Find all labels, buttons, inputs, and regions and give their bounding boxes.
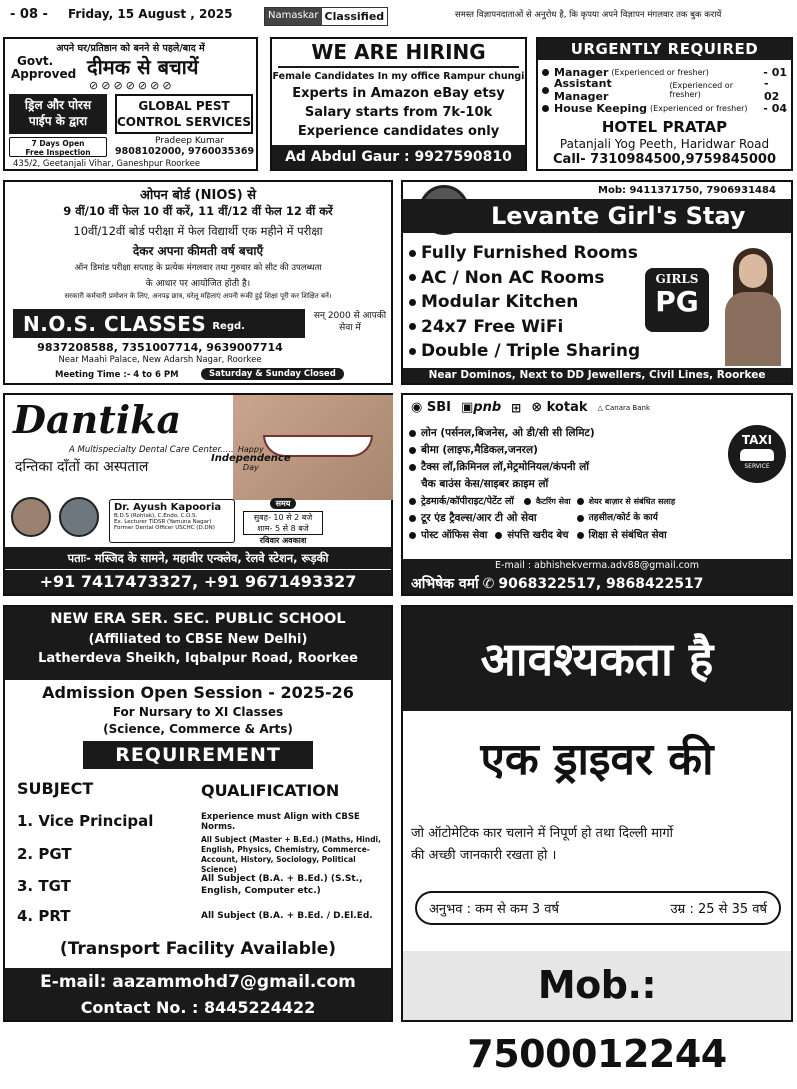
school-affiliation: (Affiliated to CBSE New Delhi) bbox=[88, 632, 308, 647]
timing-label: समय bbox=[270, 498, 297, 509]
hiring-contact: Ad Abdul Gaur : 9927590810 bbox=[272, 145, 525, 169]
timing-box bbox=[243, 491, 323, 546]
col-subject: SUBJECT bbox=[17, 779, 94, 798]
qualification-text: All Subject (B.A. + B.Ed. / D.El.Ed. bbox=[201, 911, 373, 921]
nios-regd: Regd. bbox=[212, 321, 245, 332]
sbi-logo: ◉ SBI bbox=[411, 400, 451, 415]
company-line2: CONTROL SERVICES bbox=[117, 115, 251, 129]
hiring-line2: Experts in Amazon eBay etsy bbox=[292, 86, 505, 101]
vacancy-role: Assistant Manager bbox=[554, 77, 612, 103]
vacancy-row bbox=[542, 77, 787, 103]
school-email: E-mail: aazammohd7@gmail.com bbox=[5, 968, 391, 996]
ad-nios bbox=[3, 180, 393, 385]
dental-hindi: दन्तिका दाँतों का अस्पताल bbox=[15, 459, 149, 475]
ad-pest-control bbox=[3, 37, 258, 171]
canara-logo: △ Canara Bank bbox=[597, 403, 651, 412]
approved-line: Approved bbox=[11, 67, 77, 81]
badge-girls: GIRLS bbox=[655, 272, 699, 286]
vacancy-role: Manager bbox=[554, 65, 609, 79]
hiring-divider bbox=[278, 66, 519, 68]
qualification-note: Experience must Align with CBSE Norms. bbox=[201, 812, 360, 832]
badge-pg: PG bbox=[655, 285, 699, 318]
publication-logo bbox=[264, 7, 388, 26]
patient-photo-1 bbox=[11, 497, 51, 537]
hiring-line1: Female Candidates In my office Rampur chungi bbox=[272, 71, 525, 82]
taxi-service: SERVICE bbox=[744, 463, 770, 470]
hotel-call: Call- 7310984500,9759845000 bbox=[553, 152, 776, 167]
pg-model-photo bbox=[719, 248, 785, 366]
dental-address: पताः- मस्जिद के सामने, महावीर एन्क्लेव, रेलवे स्टेशन, रूड़की bbox=[5, 547, 391, 569]
ad-school bbox=[3, 605, 393, 1022]
ad-hiring bbox=[270, 37, 527, 171]
services-contact bbox=[403, 573, 791, 594]
nios-closed: Saturday & Sunday Closed bbox=[201, 368, 344, 380]
post-row: 3. TGT bbox=[17, 877, 71, 895]
no-bug-icon: ⊘ bbox=[162, 79, 175, 92]
service-item: टैक्स लॉ,क्रिमिनल लॉ,मेट्रमोनियल/कंपनी लॉ bbox=[409, 459, 789, 476]
service-item: कैटरिंग सेवा bbox=[524, 493, 571, 510]
since-line1: सन् 2000 से आपकी bbox=[313, 311, 387, 321]
feature-item: AC / Non AC Rooms bbox=[409, 266, 640, 291]
vacancy-count: - 01 bbox=[763, 65, 787, 79]
service-item: शिक्षा से संबंधित सेवा bbox=[577, 527, 667, 544]
driver-mobile: Mob.: 7500012244 bbox=[403, 951, 791, 1020]
criteria-experience: अनुभव : कम से कम 3 वर्ष bbox=[429, 902, 560, 917]
pg-title: Levante Girl's Stay bbox=[403, 199, 791, 233]
feature-item: Fully Furnished Rooms bbox=[409, 241, 640, 266]
feature-item: Modular Kitchen bbox=[409, 290, 640, 315]
hotel-vacancies bbox=[542, 63, 787, 117]
no-mosquito-icon: ⊘ bbox=[125, 79, 138, 92]
nios-address: Near Maahi Palace, New Adarsh Nagar, Roorkee bbox=[58, 355, 262, 365]
nios-since bbox=[311, 310, 389, 334]
desc-line2: की अच्छी जानकारी रखता हो । bbox=[411, 848, 557, 863]
hotel-title: URGENTLY REQUIRED bbox=[538, 39, 791, 60]
whatsapp-icon: ✆ bbox=[482, 575, 495, 592]
nios-timing: Meeting Time :- 4 to 6 PM bbox=[55, 370, 179, 380]
service-item: शेयर बाज़ार से संबंधित सलाह bbox=[577, 493, 676, 510]
canara-name: Canara Bank bbox=[605, 403, 651, 412]
timing-evening: शाम- 5 से 8 बजे bbox=[257, 524, 309, 533]
service-row bbox=[409, 510, 789, 527]
taxi-label: TAXI bbox=[741, 433, 773, 447]
timing-holiday: रविवार अवकाश bbox=[259, 536, 307, 545]
kotak-logo: ⊗ kotak bbox=[531, 400, 588, 415]
hotel-name: HOTEL PRATAP bbox=[601, 118, 728, 136]
service-item: लोन (पर्सनल,बिजनेस, ओ डी/सी सी लिमिट) bbox=[409, 425, 789, 442]
ad-hotel bbox=[536, 37, 793, 171]
doctor-box bbox=[109, 499, 235, 543]
vacancy-note: (Experienced or fresher) bbox=[669, 81, 733, 99]
nios-brand: N.O.S. CLASSES bbox=[23, 311, 207, 336]
doctor-creds3: Former Dental Officer USCHC (D.DN) bbox=[114, 525, 215, 531]
vacancy-count: - 02 bbox=[764, 77, 780, 103]
inspection-badge bbox=[9, 137, 107, 157]
service-item: पोस्ट ऑफिस सेवा bbox=[409, 527, 487, 544]
nios-phones: 9837208588, 7351007714, 9639007714 bbox=[37, 341, 283, 354]
nios-line3: 10वीं/12वीं बोर्ड परीक्षा में फेल विद्यार्थी एक महीने में परीक्षा bbox=[73, 224, 323, 238]
school-streams: (Science, Commerce & Arts) bbox=[103, 722, 293, 736]
requirement-banner: REQUIREMENT bbox=[83, 741, 313, 769]
model-face bbox=[739, 254, 767, 288]
pest-person: Pradeep Kumar bbox=[155, 136, 224, 146]
no-rat-icon: ⊘ bbox=[137, 79, 151, 92]
school-name: NEW ERA SER. SEC. PUBLIC SCHOOL bbox=[50, 611, 346, 627]
pnb-logo: ▣pnb bbox=[460, 400, 502, 415]
car-shape bbox=[740, 449, 774, 461]
nios-line2: 9 वीं/10 वीं फेल 10 वीं करें, 11 वीं/12 वीं फेल 12 वीं करें bbox=[63, 204, 333, 218]
criteria-age: उम्र : 25 से 35 वर्ष bbox=[670, 902, 767, 917]
greeting-independence: Independence bbox=[211, 453, 291, 464]
timing-morning: सुबह- 10 से 2 बजे bbox=[253, 513, 313, 522]
bank-logos bbox=[411, 400, 650, 415]
hiring-line4: Experience candidates only bbox=[297, 124, 500, 139]
service-item: बीमा (लाइफ,मैडिकल,जनरल) bbox=[409, 442, 789, 459]
ad-girls-pg bbox=[401, 180, 793, 385]
advocate-name: अभिषेक वर्मा bbox=[411, 576, 479, 592]
qualification-text: All Subject (Master + B.Ed.) (Maths, Hindi, English, Physics, Chemistry, Commerce-Account, History, Sociology, Political Science) bbox=[201, 835, 381, 874]
services-email: E-mail : abhishekverma.adv88@gmail.com bbox=[403, 559, 791, 573]
greeting-happy: Happy bbox=[237, 445, 264, 454]
advocate-phones: 9068322517, 9868422517 bbox=[498, 575, 704, 592]
dental-logo: Dantika bbox=[13, 397, 182, 442]
service-row bbox=[409, 493, 789, 510]
model-body bbox=[725, 292, 781, 366]
school-contact: Contact No. : 8445224422 bbox=[5, 996, 391, 1020]
page-header bbox=[0, 0, 797, 32]
independence-greeting bbox=[211, 445, 291, 472]
nios-brand-bar bbox=[13, 309, 305, 338]
col-qualification: QUALIFICATION bbox=[201, 781, 340, 800]
pest-headline: दीमक से बचायें bbox=[87, 55, 199, 79]
pg-features bbox=[409, 241, 640, 364]
booking-notice: समस्त विज्ञापनदाताओं से अनुरोध है, कि कृपया अपने विज्ञापन मंगलवार तक बुक करायें bbox=[455, 10, 722, 20]
logo-namaskar: Namaskar bbox=[265, 8, 322, 25]
ad-driver bbox=[401, 605, 793, 1076]
logo-classified: Classified bbox=[324, 10, 385, 23]
lic-logo: ⊞ bbox=[511, 400, 522, 415]
pest-phones: 9808102000, 9760035369 bbox=[115, 146, 255, 157]
taxi-icon bbox=[728, 425, 786, 483]
nios-line7: सरकारी कर्मचारी प्रमोशन के लिए, अनपढ़ छात्र, घरेलू महिलाएं अपनी रूकी हुई शिक्षा पूरी कर शिक्षित बनें। bbox=[64, 292, 332, 300]
driver-subtitle: एक ड्राइवर की bbox=[480, 734, 714, 785]
service-item: टूर एंड ट्रैवल्स/आर टी ओ सेवा bbox=[409, 510, 537, 527]
since-line2: सेवा में bbox=[339, 323, 361, 333]
school-classes: For Nursary to XI Classes bbox=[112, 705, 284, 719]
drill-box bbox=[9, 94, 107, 134]
service-item: ट्रेडमार्क/कॉपीराइट/पेटेंट लॉ bbox=[409, 493, 514, 510]
timing-hours bbox=[243, 511, 323, 535]
post-row: 2. PGT bbox=[17, 845, 72, 863]
driver-desc bbox=[411, 823, 787, 867]
doctor-name: Dr. Ayush Kapooria bbox=[114, 502, 222, 513]
ad-dental bbox=[3, 393, 393, 596]
service-item: तहसील/कोर्ट के कार्य bbox=[577, 510, 658, 527]
issue-date: Friday, 15 August , 2025 bbox=[68, 7, 233, 21]
pest-address: 435/2, Geetanjali Vihar, Ganeshpur Roorkee bbox=[13, 159, 201, 169]
page-number: - 08 - bbox=[10, 7, 48, 22]
drill-line2: पाईप के द्वारा bbox=[28, 114, 88, 128]
admission-open: Admission Open Session - 2025-26 bbox=[42, 683, 354, 702]
govt-line: Govt. bbox=[17, 54, 54, 68]
vacancy-note: (Experienced or fresher) bbox=[650, 103, 748, 113]
driver-title: आवश्यकता है bbox=[403, 607, 791, 711]
sbi-name: SBI bbox=[426, 400, 451, 415]
company-line1: GLOBAL PEST bbox=[138, 99, 230, 113]
feature-item: 24x7 Free WiFi bbox=[409, 315, 640, 340]
feature-item: Double / Triple Sharing bbox=[409, 339, 640, 364]
drill-line1: ड्रिल और पोरस bbox=[24, 98, 92, 112]
pg-mobile: Mob: 9411371750, 7906931484 bbox=[598, 185, 776, 196]
nios-line6: के आधार पर आयोजित होती है। bbox=[145, 279, 251, 289]
dental-tagline: A Multispecialty Dental Care Center..... bbox=[69, 445, 234, 455]
free-inspection: Free Inspection bbox=[25, 148, 91, 157]
no-termite-icon: ⊘ bbox=[101, 79, 114, 92]
vacancy-role: House Keeping bbox=[554, 101, 648, 115]
pg-location: Near Dominos, Next to DD Jewellers, Civil Lines, Roorkee bbox=[403, 368, 791, 383]
school-header bbox=[5, 607, 391, 680]
hiring-title: WE ARE HIRING bbox=[311, 40, 486, 64]
nios-line1: ओपन बोर्ड (NIOS) से bbox=[139, 188, 257, 203]
service-row bbox=[409, 527, 789, 544]
pest-icons bbox=[89, 79, 175, 92]
ad-services bbox=[401, 393, 793, 596]
nios-line5: ऑन डिमांड परीक्षा सप्ताह के प्रत्येक मंगलवार तथा गुरुवार को सीट की उपलब्धता bbox=[74, 263, 322, 273]
doctor-creds2: Ex. Lecturer TIDSR (Yamuna Nagar) bbox=[114, 519, 212, 525]
no-ant-icon: ⊘ bbox=[113, 79, 126, 92]
vacancy-note: (Experienced or fresher) bbox=[611, 67, 709, 77]
doctor-creds1: B.D.S (Rohtak), C.Endo, C.O.S. bbox=[114, 513, 198, 519]
greeting-day: Day bbox=[242, 463, 259, 472]
days-open: 7 Days Open bbox=[31, 139, 85, 148]
qualification-text: All Subject (B.A. + B.Ed.) (S.St., English, Computer etc.) bbox=[201, 874, 363, 896]
pest-top-line: अपने घर/प्रतिष्ठान को बनने से पहले/बाद में bbox=[56, 43, 205, 54]
patient-photo-2 bbox=[59, 497, 99, 537]
transport-facility: (Transport Facility Available) bbox=[59, 939, 337, 959]
hotel-address: Patanjali Yog Peeth, Haridwar Road bbox=[559, 137, 770, 151]
nios-line4: देकर अपना कीमती वर्ष बचाएँ bbox=[132, 244, 264, 258]
driver-criteria bbox=[415, 891, 781, 925]
no-cockroach-icon: ⊘ bbox=[89, 79, 102, 92]
post-row: 1. Vice Principal bbox=[17, 812, 154, 830]
service-item: चैक बाउंस केस/साइबर क्राइम लॉ bbox=[421, 478, 549, 490]
dental-phones: +91 7417473327, +91 9671493327 bbox=[5, 570, 391, 594]
service-item: संपत्ति खरीद बेच bbox=[495, 527, 568, 544]
govt-approved bbox=[11, 55, 76, 81]
hiring-line3: Salary starts from 7k-10k bbox=[304, 105, 493, 120]
post-row: 4. PRT bbox=[17, 907, 71, 925]
kotak-name: kotak bbox=[546, 400, 588, 415]
school-address: Latherdeva Sheikh, Iqbalpur Road, Roorkee bbox=[38, 651, 358, 666]
pg-badge bbox=[645, 268, 709, 332]
pnb-name: pnb bbox=[473, 400, 502, 415]
vacancy-count: - 04 bbox=[763, 101, 787, 115]
no-lizard-icon: ⊘ bbox=[150, 79, 163, 92]
company-box bbox=[115, 94, 253, 134]
desc-line1: जो ऑटोमेटिक कार चलाने में निपूर्ण हो तथा दिल्ली मार्गो bbox=[411, 826, 674, 841]
